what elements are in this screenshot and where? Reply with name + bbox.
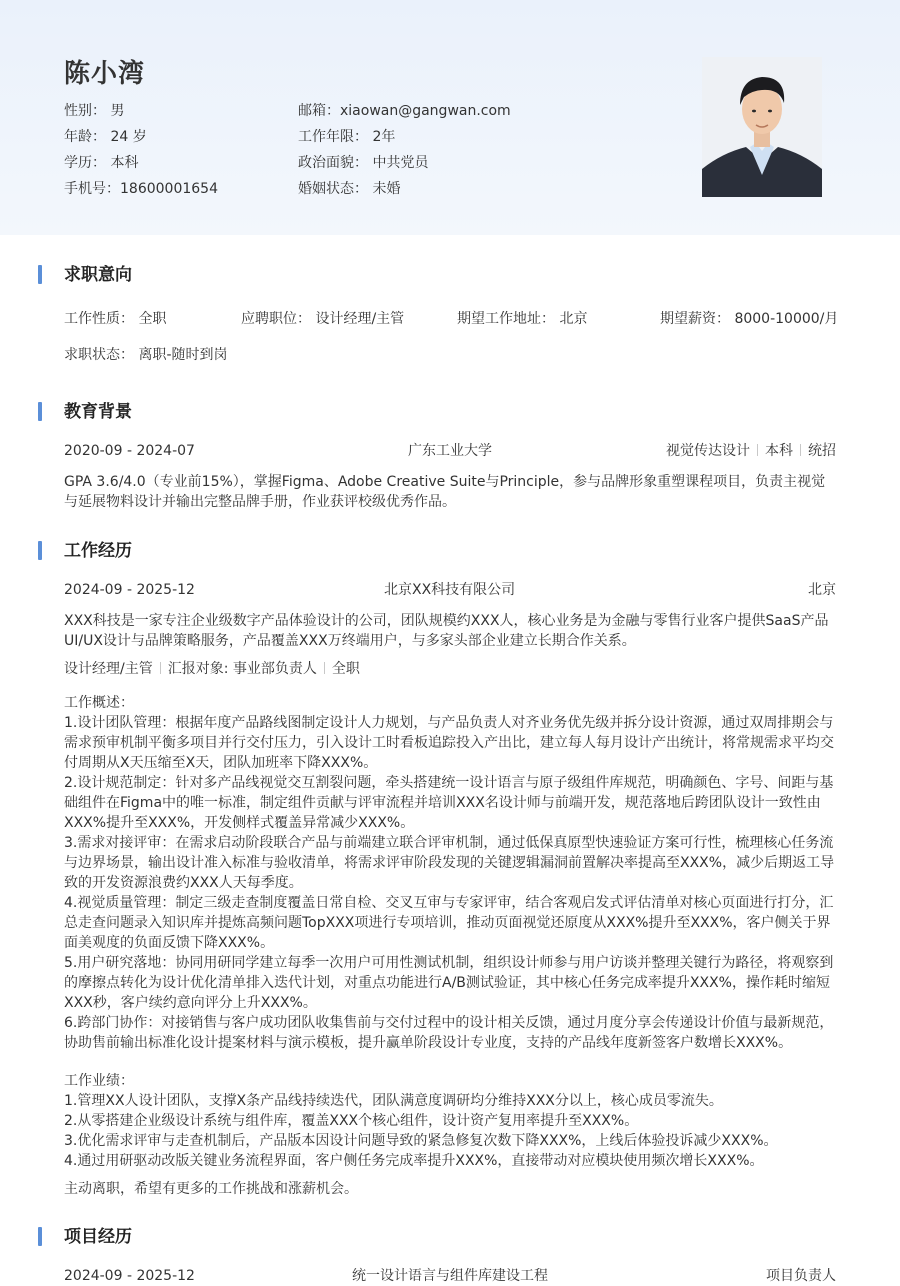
achievement-item: 2.从零搭建企业级设计系统与组件库，覆盖XXX个核心组件，设计资产复用率提升至XXX%。: [64, 1113, 639, 1129]
company-name: 北京XX科技有限公司: [384, 582, 516, 598]
section-marker: [38, 1227, 42, 1246]
achievement-item: 1.管理XX人设计团队，支撑X条产品线持续迭代，团队满意度调研均分维持XXX分以上，核心成员零流失。: [64, 1093, 723, 1109]
job-status: 求职状态： 离职-随时到岗: [64, 347, 228, 363]
overview-item: 3.需求对接评审：在需求启动阶段联合产品与前端建立联合评审机制，通过低保真原型快速验证方案可行性，梳理核心任务流与边界场景，输出设计准入标准与验收清单，将需求评审阶段发现的关键逻辑漏洞前置解决率提高至XXX%，减少后期返工导致的开发资源浪费约XXX人天每季度。: [64, 835, 835, 891]
enrollment-type: 统招: [808, 443, 836, 459]
overview-item: 2.设计规范制定：针对多产品线视觉交互割裂问题，牵头搭建统一设计语言与原子级组件库规范，明确颜色、字号、间距与基础组件在Figma中的唯一标准，制定组件贡献与评审流程并培训XXX名设计师与前端开发，规范落地后跨团队设计一致性由XXX%提升至XXX%，开发侧样式覆盖异常减少XXX%。: [64, 775, 834, 831]
overview-item: 5.用户研究落地：协同用研同学建立每季一次用户可用性测试机制，组织设计师参与用户访谈并整理关键行为路径，将观察到的摩擦点转化为设计优化清单排入迭代计划，对重点功能进行A/B测试验证，其中核心任务完成率提升XXX%，操作耗时缩短XXX秒，客户续约意向评分上升XXX%。: [64, 955, 834, 1011]
intent-section-title: 求职意向: [64, 265, 132, 285]
candidate-name: 陈小湾: [64, 59, 146, 89]
project-name: 统一设计语言与组件库建设工程: [352, 1268, 548, 1284]
report-to: 汇报对象: 事业部负责人: [167, 661, 317, 677]
separator: [800, 444, 801, 456]
email-field: 邮箱：xiaowan@gangwan.com: [298, 103, 511, 119]
gender-field: 性别： 男: [64, 103, 125, 119]
portrait-icon: [702, 57, 822, 197]
section-marker: [38, 402, 42, 421]
role: 设计经理/主管: [64, 661, 153, 677]
project-period: 2024-09 - 2025-12: [64, 1268, 195, 1284]
separator: [160, 662, 161, 674]
portrait-photo: [702, 57, 822, 197]
work-section-title: 工作经历: [64, 541, 132, 561]
overview-item: 1.设计团队管理：根据年度产品路线图制定设计人力规划，与产品负责人对齐业务优先级并拆分设计资源，通过双周排期会与需求预审机制平衡多项目并行交付压力，引入设计工时看板追踪投入产出比，建立每人每月设计产出统计，将常规需求平均交付周期从X天压缩至X天，团队加班率下降XXX%。: [64, 715, 834, 771]
job-type: 全职: [331, 661, 360, 677]
education-description: GPA 3.6/4.0（专业前15%），掌握Figma、Adobe Creative Suite与Principle，参与品牌形象重塑课程项目，负责主视觉与延展物料设计并输出完整品牌手册，作业获评校级优秀作品。: [64, 474, 826, 510]
education-tags: [666, 441, 836, 461]
work-city: 北京: [808, 582, 836, 598]
expected-location: 期望工作地址： 北京: [457, 311, 588, 327]
overview-item: 4.视觉质量管理：制定三级走查制度覆盖日常自检、交叉互审与专家评审，结合客观启发式评估清单对核心页面进行打分，汇总走查问题录入知识库并提炼高频问题TopXXX项进行专项培训，推动页面视觉还原度从XXX%提升至XXX%，客户侧关于界面美观度的负面反馈下降XXX%。: [64, 895, 834, 951]
applied-position: 应聘职位： 设计经理/主管: [241, 311, 405, 327]
section-marker: [38, 265, 42, 284]
marital-field: 婚姻状态： 未婚: [298, 181, 401, 197]
work-nature: 工作性质： 全职: [64, 311, 167, 327]
company-intro: XXX科技是一家专注企业级数字产品体验设计的公司，团队规模约XXX人，核心业务是为金融与零售行业客户提供SaaS产品UI/UX设计与品牌策略服务，产品覆盖XXX万终端用户，与多家头部企业建立长期合作关系。: [64, 613, 829, 649]
education-section-title: 教育背景: [64, 402, 132, 422]
achievements-label: 工作业绩：: [64, 1073, 134, 1089]
age-field: 年龄： 24 岁: [64, 129, 147, 145]
overview-item: 6.跨部门协作：对接销售与客户成功团队收集售前与交付过程中的设计相关反馈，通过月度分享会传递设计价值与最新规范，协助售前输出标准化设计提案材料与演示模板，提升赢单阶段设计专业度，支持的产品线年度新签客户数增长XXX%。: [64, 1015, 834, 1051]
expected-salary: 期望薪资： 8000-10000/月: [660, 311, 839, 327]
resume-header: [0, 0, 900, 235]
achievement-item: 4.通过用研驱动改版关键业务流程界面，客户侧任务完成率提升XXX%，直接带动对应模块使用频次增长XXX%。: [64, 1153, 764, 1169]
education-period: 2020-09 - 2024-07: [64, 443, 195, 459]
degree: 本科: [765, 443, 793, 459]
work-overview: [64, 693, 838, 1053]
education-field: 学历： 本科: [64, 155, 139, 171]
separator: [324, 662, 325, 674]
years-field: 工作年限： 2年: [298, 129, 396, 145]
politics-field: 政治面貌： 中共党员: [298, 155, 429, 171]
work-period: 2024-09 - 2025-12: [64, 582, 195, 598]
work-achievements: [64, 1071, 838, 1171]
major: 视觉传达设计: [666, 443, 750, 459]
separator: [757, 444, 758, 456]
leave-reason: 主动离职，希望有更多的工作挑战和涨薪机会。: [64, 1181, 358, 1197]
overview-label: 工作概述：: [64, 695, 134, 711]
project-section-title: 项目经历: [64, 1227, 132, 1247]
work-role-tags: [64, 659, 360, 679]
section-marker: [38, 541, 42, 560]
school-name: 广东工业大学: [408, 443, 492, 459]
phone-field: 手机号：18600001654: [64, 181, 218, 197]
project-role: 项目负责人: [766, 1268, 836, 1284]
achievement-item: 3.优化需求评审与走查机制后，产品版本因设计问题导致的紧急修复次数下降XXX%，上线后体验投诉减少XXX%。: [64, 1133, 778, 1149]
